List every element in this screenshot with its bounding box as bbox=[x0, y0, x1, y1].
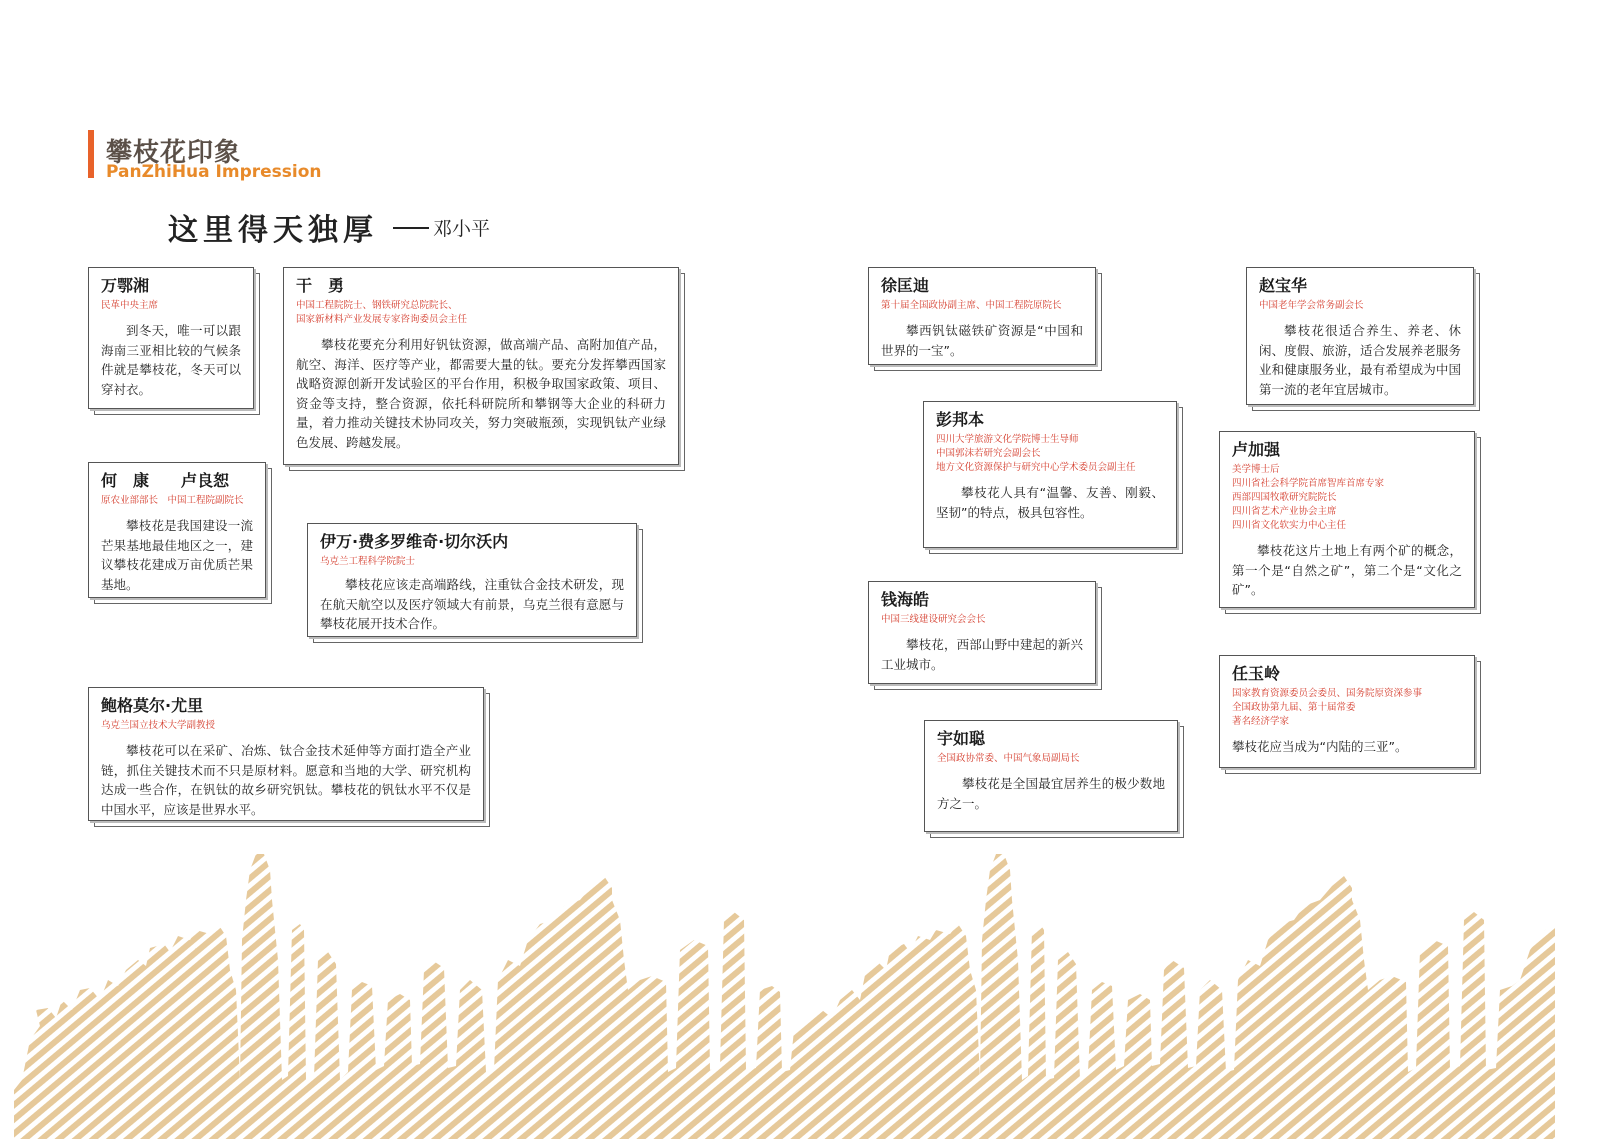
card-zhao-baohua bbox=[1246, 267, 1474, 405]
person-name: 钱海皓 bbox=[881, 590, 930, 609]
person-title: 全国政协第九届、第十届常委 bbox=[1232, 702, 1356, 713]
person-title: 中国郭沫若研究会副会长 bbox=[936, 448, 1041, 459]
card-xu-kuangdi bbox=[868, 267, 1096, 365]
quote-body: 攀枝花应该走高端路线，注重钛合金技术研发，现在航天航空以及医疗领域大有前景，乌克兰很有意愿与攀枝花展开技术合作。 bbox=[320, 577, 624, 631]
person-title: 美学博士后 bbox=[1232, 464, 1280, 475]
person-name: 何 康 卢良恕 bbox=[101, 471, 230, 490]
person-title: 中国工程院院士、钢铁研究总院院长、 bbox=[296, 300, 458, 311]
quote-dash bbox=[393, 227, 429, 229]
card-bao-gemoer bbox=[88, 687, 484, 821]
person-title: 四川大学旅游文化学院博士生导师 bbox=[936, 434, 1079, 445]
quote-text: 这里得天独厚 bbox=[168, 213, 378, 248]
card-ren-yuling bbox=[1219, 655, 1475, 768]
person-name: 伊万·费多罗维奇·切尔沃内 bbox=[320, 532, 509, 551]
section-title: 攀枝花印象 bbox=[106, 138, 242, 168]
person-name: 卢加强 bbox=[1232, 440, 1281, 459]
quote-body: 攀枝花这片土地上有两个矿的概念，第一个是“自然之矿”，第二个是“文化之矿”。 bbox=[1232, 543, 1462, 597]
quote-body: 攀枝花很适合养生、养老、休闲、度假、旅游，适合发展养老服务业和健康服务业，最有希望成为中国第一流的老年宜居城市。 bbox=[1259, 323, 1461, 397]
card-lu-jiaqiang bbox=[1219, 431, 1475, 608]
person-name: 任玉岭 bbox=[1232, 664, 1281, 683]
quote-body: 攀枝花可以在采矿、冶炼、钛合金技术延伸等方面打造全产业链，抓住关键技术而不只是原材料。愿意和当地的大学、研究机构达成一些合作，在钒钛的故乡研究钒钛。攀枝花的钒钛水平不仅是中国水平，应该是世界水平。 bbox=[101, 743, 471, 817]
quote-body: 攀枝花是我国建设一流芒果基地最佳地区之一，建议攀枝花建成万亩优质芒果基地。 bbox=[101, 518, 253, 592]
card-wan-exiang bbox=[88, 267, 254, 409]
card-he-kang-lu-liangshu bbox=[88, 462, 266, 598]
quote-body: 攀枝花是全国最宜居养生的极少数地方之一。 bbox=[937, 776, 1165, 811]
person-name: 彭邦本 bbox=[936, 410, 985, 429]
person-name: 赵宝华 bbox=[1259, 276, 1308, 295]
quote-body: 攀西钒钛磁铁矿资源是“中国和世界的一宝”。 bbox=[881, 323, 1083, 358]
person-title: 第十届全国政协副主席、中国工程院原院长 bbox=[881, 300, 1062, 311]
card-peng-bangben bbox=[923, 401, 1177, 548]
section-subtitle: PanZhiHua Impression bbox=[106, 162, 322, 182]
card-gan-yong bbox=[283, 267, 679, 465]
person-title: 原农业部部长 中国工程院副院长 bbox=[101, 495, 244, 506]
person-title: 乌克兰工程科学院院士 bbox=[320, 556, 416, 567]
quote-body: 攀枝花人具有“温馨、友善、刚毅、坚韧”的特点，极具包容性。 bbox=[936, 485, 1164, 520]
quote-body: 到冬天，唯一可以跟海南三亚相比较的气候条件就是攀枝花，冬天可以穿衬衣。 bbox=[101, 323, 241, 397]
header-accent-bar bbox=[88, 130, 94, 178]
person-name: 鲍格莫尔·尤里 bbox=[101, 696, 204, 715]
person-title: 西部四国牧歌研究院院长 bbox=[1232, 492, 1337, 503]
person-title: 中国三线建设研究会会长 bbox=[881, 614, 986, 625]
person-title: 著名经济学家 bbox=[1232, 716, 1290, 727]
quote-body: 攀枝花要充分利用好钒钛资源，做高端产品、高附加值产品，航空、海洋、医疗等产业，都需要大量的钛。要充分发挥攀西国家战略资源创新开发试验区的平台作用，积极争取国家政策、项目、资金等支持，整合资源，依托科研院所和攀钢等大企业的科研力量，着力推动关键技术协同攻关，努力突破瓶颈，实现钒钛产业绿色发展、跨越发展。 bbox=[296, 337, 666, 450]
person-title: 国家新材料产业发展专家咨询委员会主任 bbox=[296, 314, 468, 325]
person-title: 四川省文化软实力中心主任 bbox=[1232, 520, 1347, 531]
card-qian-haihao bbox=[868, 581, 1096, 684]
person-name: 万鄂湘 bbox=[101, 276, 150, 295]
quote-body: 攀枝花应当成为“内陆的三亚”。 bbox=[1232, 739, 1408, 754]
person-title: 四川省艺术产业协会主席 bbox=[1232, 506, 1337, 517]
person-title: 地方文化资源保护与研究中心学术委员会副主任 bbox=[936, 462, 1136, 473]
card-ivan bbox=[307, 523, 637, 637]
person-name: 徐匡迪 bbox=[881, 276, 930, 295]
person-title: 中国老年学会常务副会长 bbox=[1259, 300, 1364, 311]
person-title: 民革中央主席 bbox=[101, 300, 159, 311]
city-skyline-illustration bbox=[0, 840, 1600, 1139]
person-name: 干 勇 bbox=[296, 276, 345, 295]
person-title: 四川省社会科学院首席智库首席专家 bbox=[1232, 478, 1385, 489]
quote-attribution bbox=[393, 214, 490, 241]
person-title: 乌克兰国立技术大学副教授 bbox=[101, 720, 216, 731]
person-title: 全国政协常委、中国气象局副局长 bbox=[937, 753, 1080, 764]
person-title: 国家教育资源委员会委员、国务院原资深参事 bbox=[1232, 688, 1423, 699]
quote-author: 邓小平 bbox=[433, 218, 491, 240]
person-name: 宇如聪 bbox=[937, 729, 986, 748]
quote-body: 攀枝花，西部山野中建起的新兴工业城市。 bbox=[881, 637, 1083, 672]
card-yu-rucong bbox=[924, 720, 1178, 832]
skyline-stripes bbox=[0, 840, 1600, 1139]
